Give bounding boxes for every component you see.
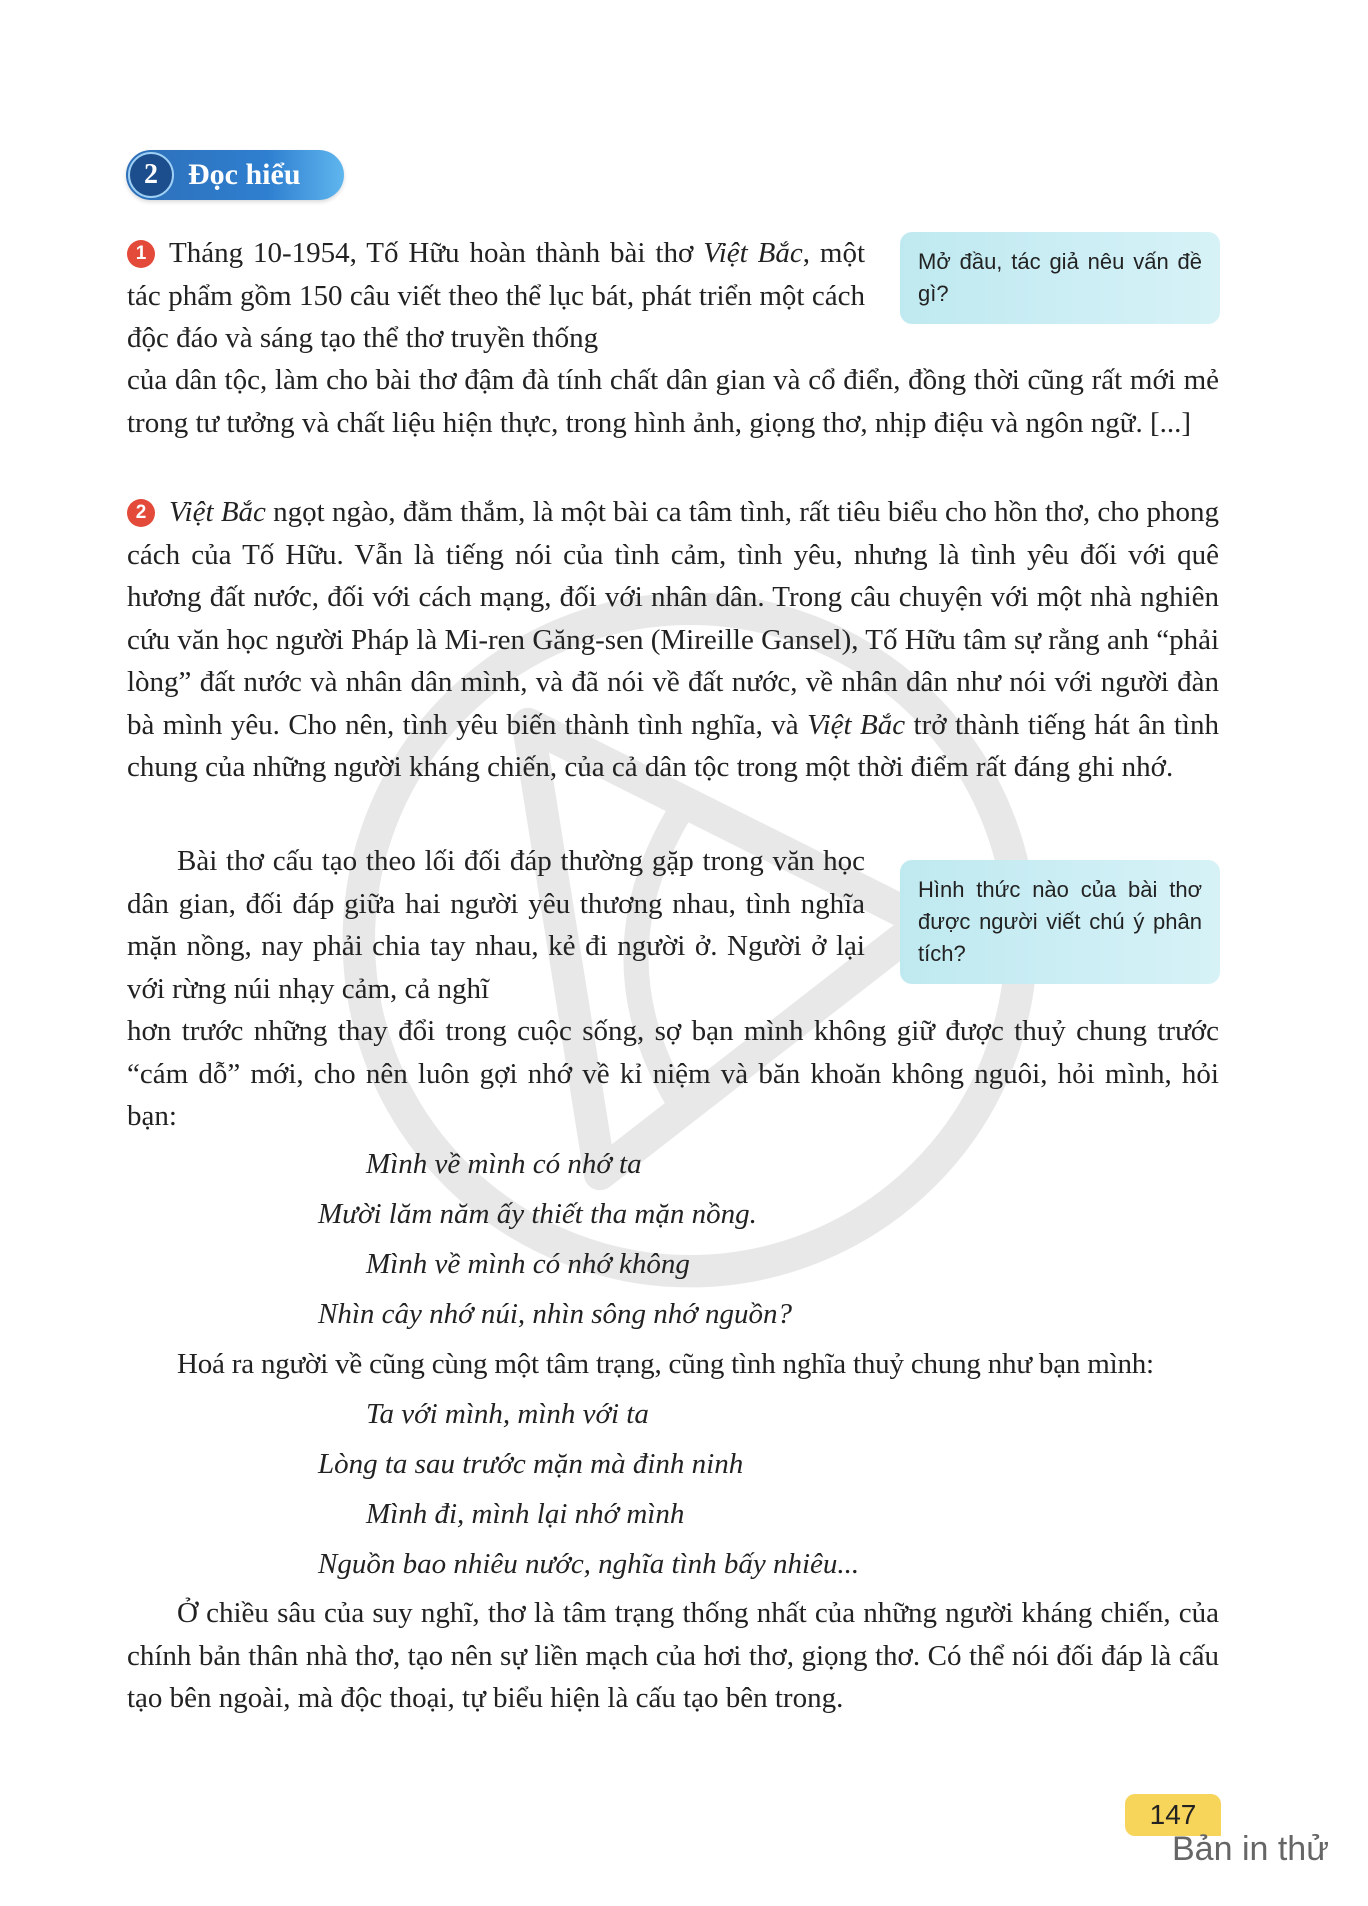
verse-line: Mình đi, mình lại nhớ mình <box>366 1498 685 1530</box>
paragraph-marker-2: 2 <box>127 499 155 527</box>
draft-label: Bản in thử <box>1172 1830 1329 1868</box>
paragraph-1-intro: 1 Tháng 10-1954, Tố Hữu hoàn thành bài thơ Việt Bắc, một tác phẩm gồm 150 câu viết theo thể lục bát, phát triển một cách độc đáo và sáng tạo thể thơ truyền thống <box>127 237 866 354</box>
verse-line: Mình về mình có nhớ không <box>366 1248 690 1280</box>
section-number: 2 <box>128 152 174 198</box>
section-pill <box>126 150 344 200</box>
question-box-2: Hình thức nào của bài thơ được người viết chú ý phân tích? <box>900 860 1220 984</box>
section-title: Đọc hiểu <box>188 158 301 191</box>
page-number: 147 <box>1125 1794 1221 1836</box>
paragraph-3-cont: hơn trước những thay đổi trong cuộc sống, sợ bạn mình không giữ được thuỷ chung trước “cám dỗ” mới, cho nên luôn gợi nhớ về kỉ niệm và băn khoăn không nguôi, hỏi mình, hỏi bạn: <box>127 1015 1219 1132</box>
paragraph-1-cont: của dân tộc, làm cho bài thơ đậm đà tính chất dân gian và cổ điển, đồng thời cũng rất mới mẻ trong tư tưởng và chất liệu hiện thực, trong hình ảnh, giọng thơ, nhịp điệu và ngôn ngữ. [...] <box>127 364 1219 439</box>
verse-line: Ta với mình, mình với ta <box>366 1398 649 1430</box>
paragraph-4: Hoá ra người về cũng cùng một tâm trạng, cũng tình nghĩa thuỷ chung như bạn mình: <box>177 1348 1154 1380</box>
paragraph-2: 2 Việt Bắc ngọt ngào, đằm thắm, là một bài ca tâm tình, rất tiêu biểu cho hồn thơ, cho phong cách của Tố Hữu. Vẫn là tiếng nói của tình cảm, tình yêu, nhưng là tình yêu đối với quê hương đất nước, đối với cách mạng, đối với nhân dân. Trong câu chuyện với một nhà nghiên cứu văn học người Pháp là Mi-ren Găng-sen (Mireille Gansel), Tố Hữu tâm sự rằng anh “phải lòng” đất nước và nhân dân mình, và đã nói về đất nước, về nhân dân như nói với người đàn bà mình yêu. Cho nên, tình yêu biến thành tình nghĩa, và Việt Bắc trở thành tiếng hát ân tình chung của những người kháng chiến, của cả dân tộc trong một thời điểm rất đáng ghi nhớ. <box>127 496 1219 783</box>
verse-line: Nhìn cây nhớ núi, nhìn sông nhớ nguồn? <box>318 1298 792 1330</box>
verse-line: Mười lăm năm ấy thiết tha mặn nồng. <box>318 1198 757 1230</box>
paragraph-marker-1: 1 <box>127 240 155 268</box>
verse-line: Lòng ta sau trước mặn mà đinh ninh <box>318 1448 744 1480</box>
section-header <box>126 148 344 202</box>
paragraph-3-intro: Bài thơ cấu tạo theo lối đối đáp thường gặp trong văn học dân gian, đối đáp giữa hai người yêu thương nhau, tình nghĩa mặn nồng, nay phải chia tay nhau, kẻ đi người ở. Người ở lại với rừng núi nhạy cảm, cả nghĩ <box>127 845 865 1005</box>
verse-line: Nguồn bao nhiêu nước, nghĩa tình bấy nhiêu... <box>318 1548 860 1580</box>
paragraph-5: Ở chiều sâu của suy nghĩ, thơ là tâm trạng thống nhất của những người kháng chiến, của chính bản thân nhà thơ, tạo nên sự liền mạch của hơi thơ, giọng thơ. Có thể nói đối đáp là cấu tạo bên ngoài, mà độc thoại, tự biểu hiện là cấu tạo bên trong. <box>127 1597 1219 1714</box>
verse-line: Mình về mình có nhớ ta <box>366 1148 642 1180</box>
question-box-1: Mở đầu, tác giả nêu vấn đề gì? <box>900 232 1220 324</box>
